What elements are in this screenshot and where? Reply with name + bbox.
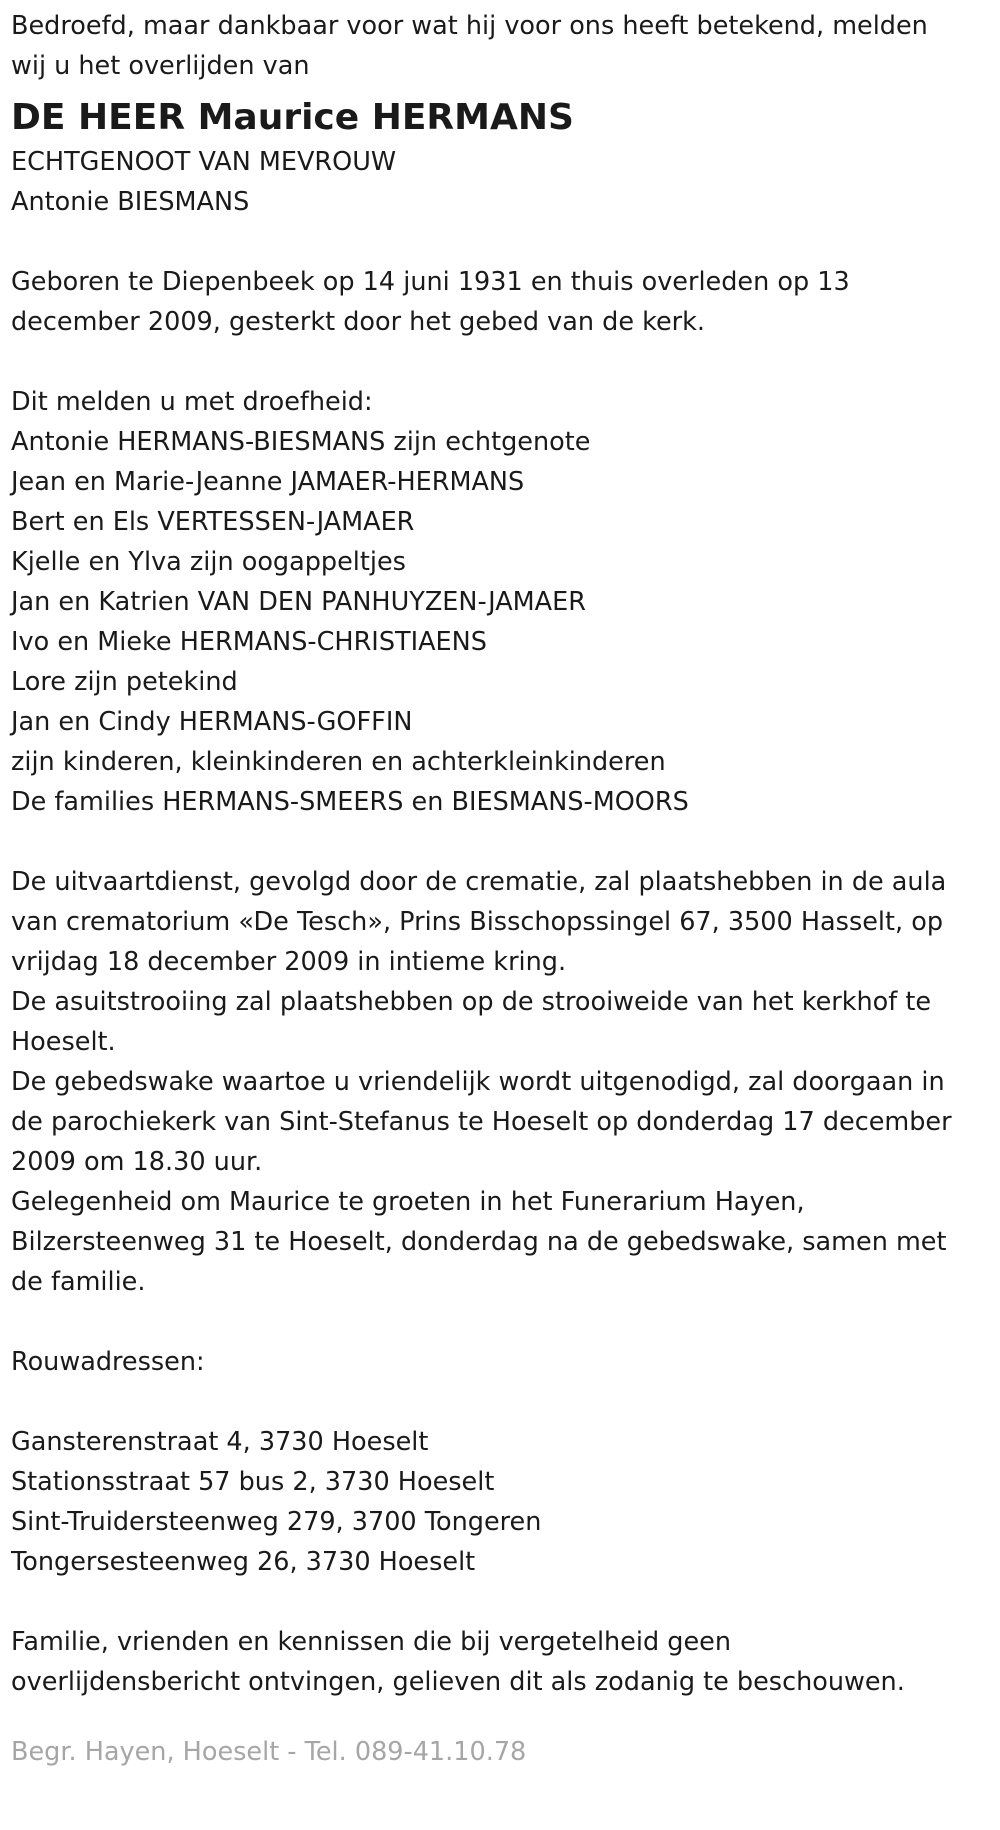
mourners-section bbox=[11, 382, 990, 822]
intro-line: wij u het overlijden van bbox=[11, 51, 310, 81]
closing-line: overlijdensbericht ontvingen, gelieven dit als zodanig te beschouwen. bbox=[11, 1667, 905, 1697]
ceremony-line: De gebedswake waartoe u vriendelijk wordt uitgenodigd, zal doorgaan in bbox=[11, 1067, 945, 1097]
ceremony-line: Hoeselt. bbox=[11, 1027, 116, 1057]
mourner-line: Kjelle en Ylva zijn oogappeltjes bbox=[11, 547, 406, 577]
mourner-line: zijn kinderen, kleinkinderen en achterkleinkinderen bbox=[11, 747, 666, 777]
spouse-line: ECHTGENOOT VAN MEVROUW bbox=[11, 147, 397, 177]
spacer bbox=[11, 822, 990, 862]
funeral-home-footer: Begr. Hayen, Hoeselt - Tel. 089-41.10.78 bbox=[11, 1737, 527, 1767]
address-line: Sint-Truidersteenweg 279, 3700 Tongeren bbox=[11, 1507, 542, 1537]
intro-line: Bedroefd, maar dankbaar voor wat hij voor ons heeft betekend, melden bbox=[11, 11, 928, 41]
deceased-section bbox=[11, 94, 990, 222]
closing-line: Familie, vrienden en kennissen die bij vergetelheid geen bbox=[11, 1627, 731, 1657]
address-line: Tongersesteenweg 26, 3730 Hoeselt bbox=[11, 1547, 476, 1577]
ceremony-line: De asuitstrooiing zal plaatshebben op de strooiweide van het kerkhof te bbox=[11, 987, 932, 1017]
intro-section bbox=[11, 6, 990, 86]
mourners-heading: Dit melden u met droefheid: bbox=[11, 387, 373, 417]
mourner-line: Jean en Marie-Jeanne JAMAER-HERMANS bbox=[11, 467, 525, 497]
addresses-heading: Rouwadressen: bbox=[11, 1347, 205, 1377]
mourner-line: Lore zijn petekind bbox=[11, 667, 238, 697]
spouse-name: Antonie BIESMANS bbox=[11, 187, 250, 217]
ceremony-line: de parochiekerk van Sint-Stefanus te Hoeselt op donderdag 17 december bbox=[11, 1107, 952, 1137]
ceremony-section bbox=[11, 862, 990, 1302]
ceremony-line: 2009 om 18.30 uur. bbox=[11, 1147, 263, 1177]
birth-death-line: december 2009, gesterkt door het gebed van de kerk. bbox=[11, 307, 706, 337]
ceremony-line: De uitvaartdienst, gevolgd door de crematie, zal plaatshebben in de aula bbox=[11, 867, 947, 897]
mourner-line: Bert en Els VERTESSEN-JAMAER bbox=[11, 507, 415, 537]
spacer bbox=[11, 222, 990, 262]
mourner-line: Ivo en Mieke HERMANS-CHRISTIAENS bbox=[11, 627, 487, 657]
address-line: Gansterenstraat 4, 3730 Hoeselt bbox=[11, 1427, 429, 1457]
birth-death-section bbox=[11, 262, 990, 342]
deceased-name: DE HEER Maurice HERMANS bbox=[11, 97, 574, 138]
address-line: Stationsstraat 57 bus 2, 3730 Hoeselt bbox=[11, 1467, 495, 1497]
addresses-section bbox=[11, 1342, 990, 1582]
ceremony-line: Bilzersteenweg 31 te Hoeselt, donderdag na de gebedswake, samen met bbox=[11, 1227, 947, 1257]
ceremony-line: de familie. bbox=[11, 1267, 146, 1297]
mourner-line: Antonie HERMANS-BIESMANS zijn echtgenote bbox=[11, 427, 591, 457]
spacer bbox=[11, 1302, 990, 1342]
ceremony-line: van crematorium «De Tesch», Prins Bisschopssingel 67, 3500 Hasselt, op bbox=[11, 907, 944, 937]
spacer bbox=[11, 1382, 990, 1422]
spacer bbox=[11, 342, 990, 382]
mourner-line: Jan en Cindy HERMANS-GOFFIN bbox=[11, 707, 413, 737]
ceremony-line: Gelegenheid om Maurice te groeten in het Funerarium Hayen, bbox=[11, 1187, 805, 1217]
mourner-line: De families HERMANS-SMEERS en BIESMANS-MOORS bbox=[11, 787, 689, 817]
closing-section bbox=[11, 1622, 990, 1702]
birth-death-line: Geboren te Diepenbeek op 14 juni 1931 en thuis overleden op 13 bbox=[11, 267, 850, 297]
spacer bbox=[11, 1582, 990, 1622]
ceremony-line: vrijdag 18 december 2009 in intieme kring. bbox=[11, 947, 567, 977]
mourner-line: Jan en Katrien VAN DEN PANHUYZEN-JAMAER bbox=[11, 587, 586, 617]
